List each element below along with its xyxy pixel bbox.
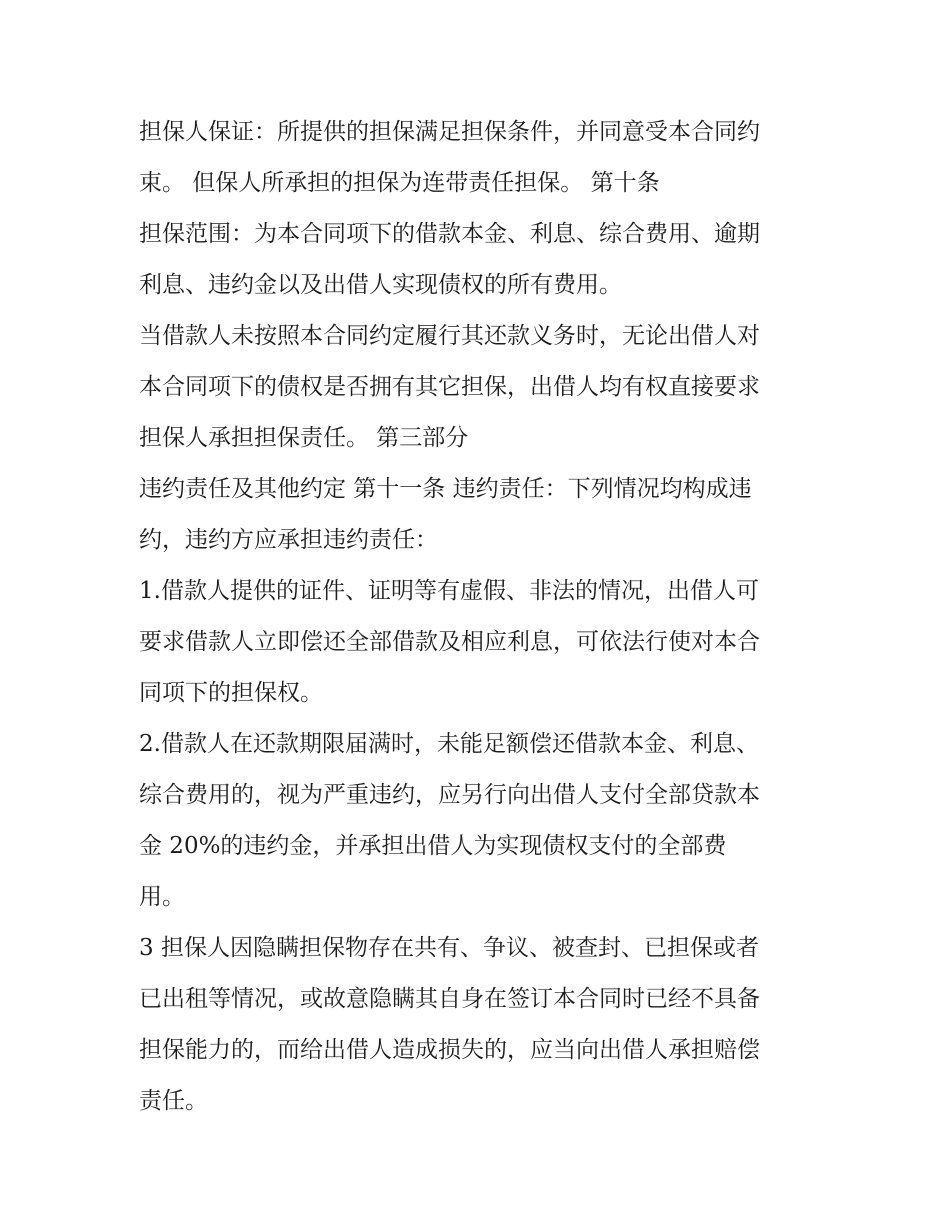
text-line: 担保人保证：所提供的担保满足担保条件，并同意受本合同约 — [139, 119, 760, 145]
text-line: 担保能力的，而给出借人造成损失的，应当向出借人承担赔偿 — [139, 1037, 760, 1063]
text-line: 3 担保人因隐瞒担保物存在共有、争议、被查封、已担保或者 — [139, 935, 759, 961]
text-line: 要求借款人立即偿还全部借款及相应利息，可依法行使对本合 — [139, 629, 760, 655]
text-line: 当借款人未按照本合同约定履行其还款义务时，无论出借人对 — [139, 323, 760, 349]
text-line: 同项下的担保权。 — [139, 680, 323, 706]
text-line: 责任。 — [139, 1088, 208, 1114]
text-line: 2.借款人在还款期限届满时，未能足额偿还借款本金、利息、 — [139, 731, 759, 757]
document-body — [139, 107, 819, 1127]
text-line: 综合费用的，视为严重违约，应另行向出借人支付全部贷款本 — [139, 782, 760, 808]
text-line: 利息、违约金以及出借人实现债权的所有费用。 — [139, 272, 622, 298]
text-line: 本合同项下的债权是否拥有其它担保，出借人均有权直接要求 — [139, 374, 760, 400]
text-line: 约，违约方应承担违约责任： — [139, 527, 438, 553]
text-line: 担保范围：为本合同项下的借款本金、利息、综合费用、逾期 — [139, 221, 760, 247]
text-line: 担保人承担担保责任。 第三部分 — [139, 425, 469, 451]
text-line: 束。 但保人所承担的担保为连带责任担保。 第十条 — [139, 170, 660, 196]
text-line: 已出租等情况，或故意隐瞒其自身在签订本合同时已经不具备 — [139, 986, 760, 1012]
text-line: 金 20%的违约金，并承担出借人为实现债权支付的全部费 — [139, 833, 727, 859]
text-line: 1.借款人提供的证件、证明等有虚假、非法的情况，出借人可 — [139, 578, 759, 604]
text-line: 用。 — [139, 884, 185, 910]
text-line: 违约责任及其他约定 第十一条 违约责任：下列情况均构成违 — [139, 476, 752, 502]
